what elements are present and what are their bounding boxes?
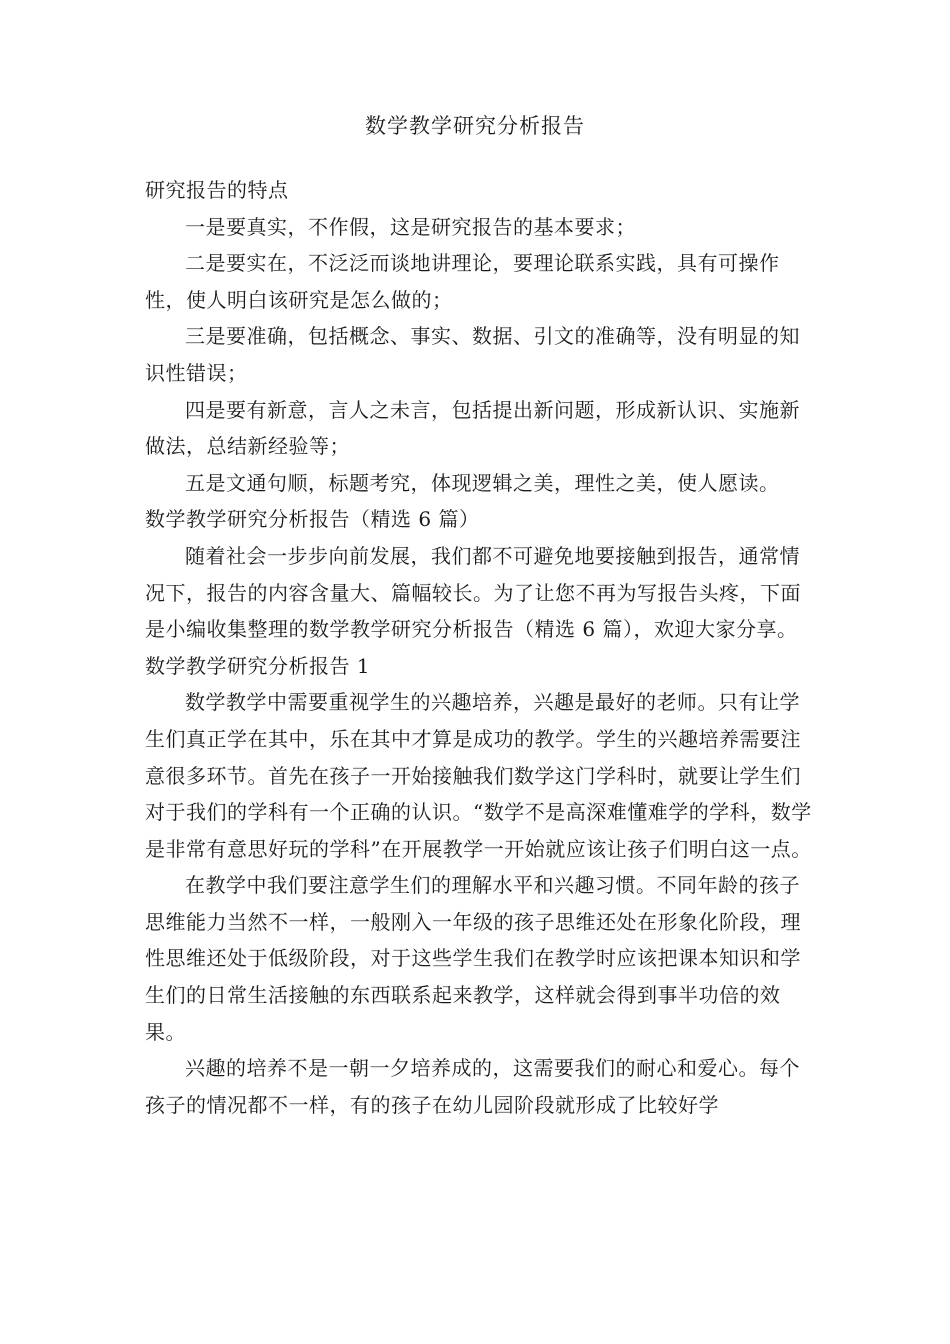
- section-heading: 研究报告的特点: [145, 178, 289, 202]
- paragraph: 四是要有新意，言人之未言，包括提出新问题，形成新认识、实施新做法，总结新经验等；: [145, 397, 800, 459]
- document-title: 数学教学研究分析报告: [365, 114, 585, 138]
- section-heading: 数学教学研究分析报告（精选 6 篇）: [145, 507, 480, 532]
- paragraph: 五是文通句顺，标题考究，体现逻辑之美，理性之美，使人愿读。: [185, 470, 780, 495]
- paragraph: 二是要实在，不泛泛而谈地讲理论，要理论联系实践，具有可操作性，使人明白该研究是怎么做的；: [145, 251, 780, 312]
- paragraph: 在教学中我们要注意学生们的理解水平和兴趣习惯。不同年龄的孩子思维能力当然不一样，一般刚入一年级的孩子思维还处在形象化阶段，理性思维还处于低级阶段，对于这些学生我们在教学时应该把课本知识和学生们的日常生活接触的东西联系起来教学，这样就会得到事半功倍的效果。: [145, 873, 801, 1044]
- document-body: [145, 172, 813, 1123]
- paragraph: 一是要真实，不作假，这是研究报告的基本要求；: [185, 214, 636, 239]
- paragraph: 数学教学中需要重视学生的兴趣培养，兴趣是最好的老师。只有让学生们真正学在其中，乐在其中才算是成功的教学。学生的兴趣培养需要注意很多环节。首先在孩子一开始接触我们数学这门学科时，就要让学生们对于我们的学科有一个正确的认识。“数学不是高深难懂难学的学科，数学是非常有意思好玩的学科”在开展教学一开始就应该让孩子们明白这一点。: [145, 690, 812, 861]
- paragraph: 随着社会一步步向前发展，我们都不可避免地要接触到报告，通常情况下，报告的内容含量大、篇幅较长。为了让您不再为写报告头疼，下面是小编收集整理的数学教学研究分析报告（精选 6 篇），欢迎大家分享。: [145, 543, 801, 642]
- section-heading: 数学教学研究分析报告 1: [145, 653, 371, 678]
- paragraph: 兴趣的培养不是一朝一夕培养成的，这需要我们的耐心和爱心。每个孩子的情况都不一样，有的孩子在幼儿园阶段就形成了比较好学: [145, 1056, 800, 1117]
- paragraph: 三是要准确，包括概念、事实、数据、引文的准确等，没有明显的知识性错误；: [145, 324, 800, 385]
